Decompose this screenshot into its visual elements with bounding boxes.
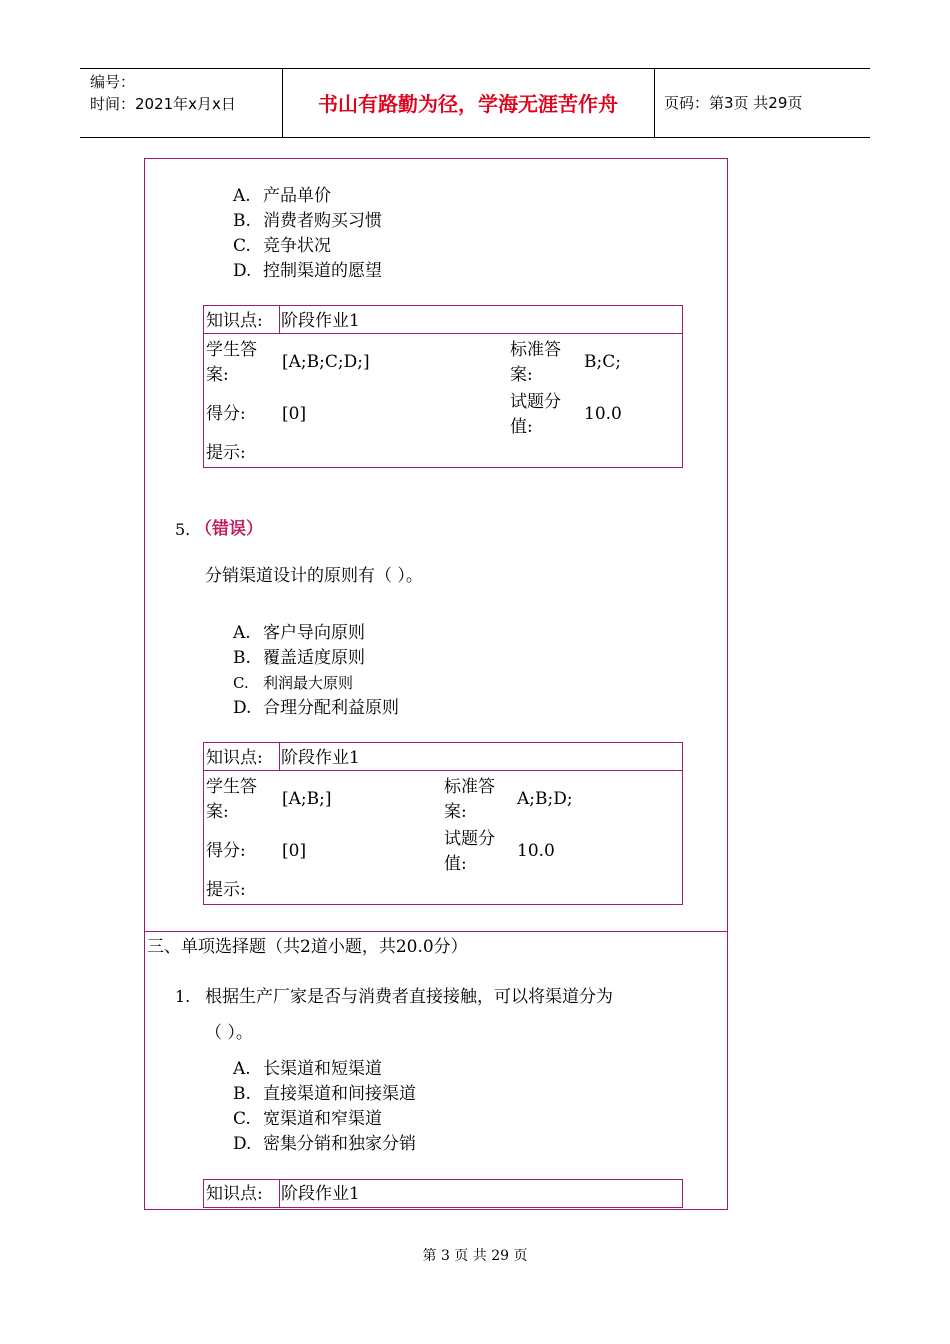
content-box bbox=[144, 158, 728, 1210]
knowledge-label: 知识点: bbox=[206, 748, 263, 768]
q5-option-d bbox=[233, 697, 399, 719]
standard-answer-value: A;B;D; bbox=[517, 789, 573, 809]
q5-option-a bbox=[233, 622, 365, 644]
knowledge-divider bbox=[279, 743, 280, 770]
knowledge-label: 知识点: bbox=[206, 1184, 263, 1204]
score-value: [0] bbox=[282, 404, 307, 424]
q4-option-a bbox=[233, 185, 331, 207]
standard-answer-label: 标准答案: bbox=[444, 777, 495, 822]
option-letter: D. bbox=[233, 261, 252, 281]
standard-answer-label: 标准答案: bbox=[510, 340, 561, 385]
option-text: 利润最大原则 bbox=[263, 674, 354, 692]
time-label: 时间：2021年x月x日 bbox=[90, 95, 236, 113]
q4-option-b bbox=[233, 210, 382, 232]
option-letter: C. bbox=[233, 674, 249, 692]
header-motto: 书山有路勤为径，学海无涯苦作舟 bbox=[318, 92, 618, 116]
points-label: 试题分值: bbox=[510, 392, 561, 437]
option-letter: C. bbox=[233, 1109, 251, 1129]
option-text: 长渠道和短渠道 bbox=[263, 1059, 382, 1079]
option-letter: C. bbox=[233, 236, 251, 256]
header-divider bbox=[654, 69, 655, 137]
knowledge-row bbox=[204, 743, 682, 771]
points-label: 试题分值: bbox=[444, 829, 495, 874]
option-letter: B. bbox=[233, 1084, 251, 1104]
option-letter: A. bbox=[233, 623, 251, 643]
knowledge-row bbox=[204, 306, 682, 334]
option-text: 客户导向原则 bbox=[263, 623, 365, 643]
s3-q1-option-b bbox=[233, 1083, 416, 1105]
s3-q1-option-c bbox=[233, 1108, 382, 1130]
s3-q1-option-a bbox=[233, 1058, 382, 1080]
points-value: 10.0 bbox=[584, 404, 622, 424]
s3-q1-option-d bbox=[233, 1133, 416, 1155]
option-text: 密集分销和独家分销 bbox=[263, 1134, 416, 1154]
section3-heading: 三、单项选择题（共2道小题，共20.0分） bbox=[147, 937, 468, 957]
score-value: [0] bbox=[282, 841, 307, 861]
number-label: 编号： bbox=[90, 73, 136, 91]
option-text: 控制渠道的愿望 bbox=[263, 261, 382, 281]
knowledge-divider bbox=[279, 306, 280, 333]
option-letter: D. bbox=[233, 1134, 252, 1154]
student-answer-label: 学生答案: bbox=[206, 777, 257, 822]
option-letter: B. bbox=[233, 648, 251, 668]
q4-option-c bbox=[233, 235, 331, 257]
option-text: 覆盖适度原则 bbox=[263, 648, 365, 668]
student-answer-value: [A;B;C;D;] bbox=[282, 352, 370, 372]
option-letter: A. bbox=[233, 1059, 251, 1079]
q5-status-wrong: （错误） bbox=[195, 519, 263, 539]
q5-answer-box bbox=[203, 742, 683, 905]
header-meta bbox=[90, 71, 236, 115]
option-letter: A. bbox=[233, 186, 251, 206]
q5-stem: 分销渠道设计的原则有（ ）。 bbox=[205, 566, 423, 586]
student-answer-label: 学生答案: bbox=[206, 340, 257, 385]
option-text: 产品单价 bbox=[263, 186, 331, 206]
option-letter: D. bbox=[233, 698, 252, 718]
section-divider bbox=[145, 931, 727, 932]
knowledge-label: 知识点: bbox=[206, 311, 263, 331]
s3-q1-answer-box bbox=[203, 1179, 683, 1208]
q4-answer-box bbox=[203, 305, 683, 468]
knowledge-value: 阶段作业1 bbox=[281, 311, 360, 331]
q5-option-c bbox=[233, 672, 353, 694]
student-answer-value: [A;B;] bbox=[282, 789, 332, 809]
hint-label: 提示: bbox=[206, 880, 246, 900]
points-value: 10.0 bbox=[517, 841, 555, 861]
q5-number: 5. bbox=[175, 520, 191, 539]
option-text: 宽渠道和窄渠道 bbox=[263, 1109, 382, 1129]
option-text: 合理分配利益原则 bbox=[263, 698, 399, 718]
s3-q1-stem-line2: （ ）。 bbox=[205, 1023, 253, 1043]
page-header bbox=[80, 68, 870, 138]
header-page-info: 页码：第3页 共29页 bbox=[664, 94, 803, 112]
score-label: 得分: bbox=[206, 841, 246, 861]
q5-option-b bbox=[233, 647, 365, 669]
page-footer: 第 3 页 共 29 页 bbox=[422, 1248, 528, 1264]
option-letter: B. bbox=[233, 211, 251, 231]
knowledge-divider bbox=[279, 1180, 280, 1207]
option-text: 消费者购买习惯 bbox=[263, 211, 382, 231]
knowledge-value: 阶段作业1 bbox=[281, 1184, 360, 1204]
option-text: 直接渠道和间接渠道 bbox=[263, 1084, 416, 1104]
option-text: 竞争状况 bbox=[263, 236, 331, 256]
s3-q1-stem-line1: 根据生产厂家是否与消费者直接接触，可以将渠道分为 bbox=[205, 987, 613, 1007]
score-label: 得分: bbox=[206, 404, 246, 424]
s3-q1-number: 1. bbox=[175, 987, 191, 1006]
hint-label: 提示: bbox=[206, 443, 246, 463]
standard-answer-value: B;C; bbox=[584, 352, 621, 372]
knowledge-value: 阶段作业1 bbox=[281, 748, 360, 768]
q4-option-d bbox=[233, 260, 382, 282]
